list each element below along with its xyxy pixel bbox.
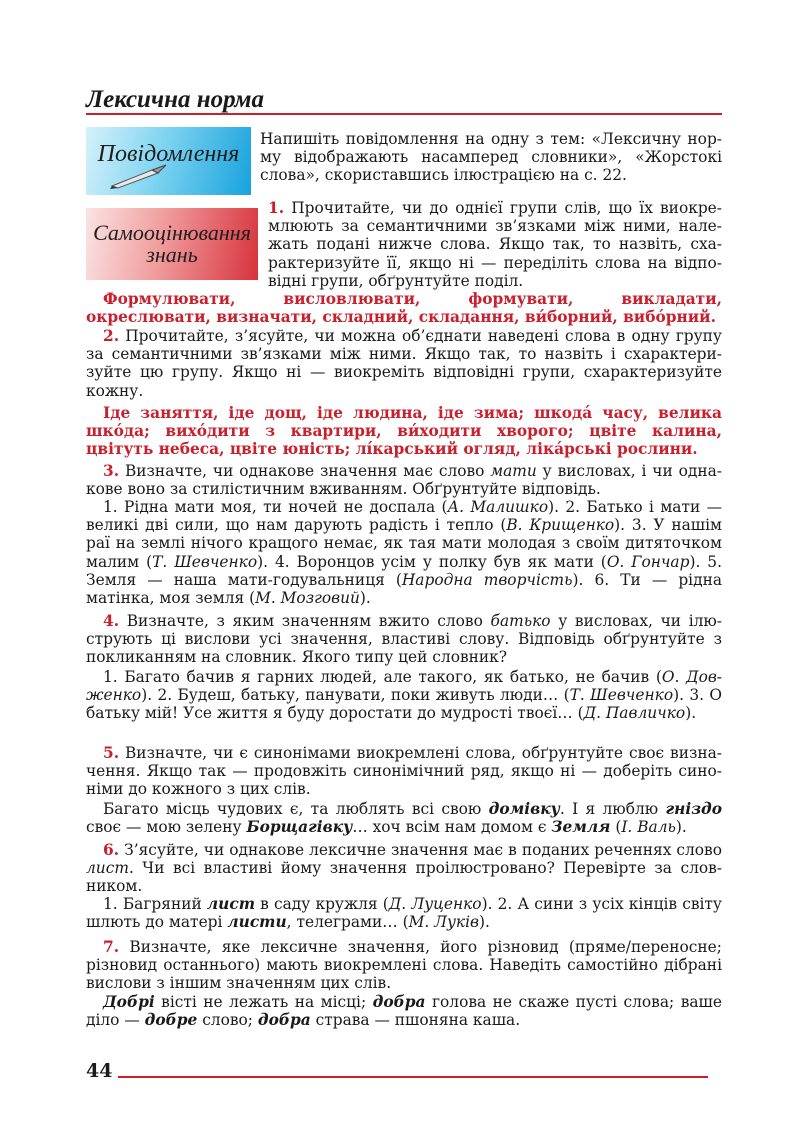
message-badge-label: Повідомлення: [97, 140, 240, 167]
task-6-examples: 1. Багряний лист в саду кружля (Д. Луценко). 2. А сини з усіх кінців світу шлють до матері листи, телеграми… (М. Луків).: [86, 895, 722, 932]
self-assessment-badge-label: Самооцінювання знань: [93, 220, 251, 267]
intro-paragraph: Напишіть повідомлення на одну з тем: «Лексичну норму відображають насамперед словники», «Жорстокі слова», скориставшись ілюстрацією на с. 22.: [260, 130, 722, 185]
task-5-text: 5. Визначте, чи є синонімами виокремлені слова, обґрунтуйте своє визначення. Якщо так — продовжіть синонімічний ряд, якщо ні — доберіть синоніми до кожного з цих слів.: [86, 744, 722, 799]
task-4-text: 4. Визначте, з яким значенням вжито слово батько у висловах, чи ілюструють ці вислови усі значення, властиві слову. Відповідь обґрунтуйте з покликанням на словник. Якого типу цей словник?: [86, 612, 722, 667]
task-5-examples: Багато місць чудових є, та люблять всі свою домівку. І я люблю гніздо своє — мою зелену Борщагівку… хоч всім нам домом є Земля (І. Валь).: [86, 800, 722, 837]
task-2-words: Іде заняття, іде дощ, іде людина, іде зима; шкода́ часу, велика шко́да; вихо́дити з квартири, ви́ходити хворого; цвіте калина, цвітуть небеса, цвіте юність; лі́карський огляд, ліка́рські рослини.: [86, 404, 722, 459]
task-3-text: 3. Визначте, чи однакове значення має слово мати у висловах, і чи однакове воно за стилістичним вживанням. Обґрунтуйте відповідь.: [86, 462, 722, 499]
task-2-text: 2. Прочитайте, з’ясуйте, чи можна об’єднати наведені слова в одну групу за семантичними зв’язками між ними. Якщо так, то назвіть і схарактеризуйте цю групу. Якщо ні — виокреміть відповідні групи, схарактеризуйте кожну.: [86, 327, 722, 400]
pen-icon: [108, 160, 170, 190]
task-1-words: Формулювати, висловлювати, формувати, викладати, окреслювати, визначати, складний, складання, ви́борний, вибо́рний.: [86, 290, 722, 327]
task-7-examples: Добрі вісті не лежать на місці; добра голова не скаже пусті слова; ваше діло — добре слово; добра страва — пшоняна каша.: [86, 993, 722, 1030]
page-number: 44: [86, 1060, 113, 1082]
self-assessment-badge: [86, 208, 258, 280]
task-4-examples: 1. Багато бачив я гарних людей, але такого, як батько, не бачив (О. Довженко). 2. Будеш, батьку, панувати, поки живуть люди… (Т. Шевченко). 3. О батьку мій! Усе життя я буду доростати до мудрості твоєї… (Д. Павличко).: [86, 668, 723, 723]
title-divider: [86, 113, 722, 115]
footer-divider: [118, 1076, 708, 1078]
task-3-examples: 1. Рідна мати моя, ти ночей не доспала (А. Малишко). 2. Батько і мати — великі дві сили, що нам дарують радість і тепло (В. Крищенко). 3. У нашім раї на землі нічого кращого немає, як тая мати молодая з своїм дитяточком малим (Т. Шевченко). 4. Воронцов усім у полку був як мати (О. Гончар). 5. Земля — наша мати-годувальниця (Народна творчість). 6. Ти — рідна матінка, моя земля (М. Мозговий).: [86, 498, 723, 608]
task-1-text: 1. Прочитайте, чи до однієї групи слів, що їх виокремлюють за семантичними зв’язками між ними, належать подані нижче слова. Якщо так, то назвіть, схарактеризуйте її, якщо ні — переділіть слова на відповідні групи, обґрунтуйте поділ.: [268, 199, 722, 290]
task-6-text: 6. З’ясуйте, чи однакове лексичне значення має в поданих реченнях слово лист. Чи всі властиві йому значення проілюстровано? Перевірте за словником.: [86, 841, 722, 896]
task-7-text: 7. Визначте, яке лексичне значення, його різновид (пряме/переносне; різновид останнього) мають виокремлені слова. Наведіть самостійно дібрані вислови з іншим значенням цих слів.: [86, 938, 722, 993]
section-title: Лексична норма: [86, 86, 264, 113]
